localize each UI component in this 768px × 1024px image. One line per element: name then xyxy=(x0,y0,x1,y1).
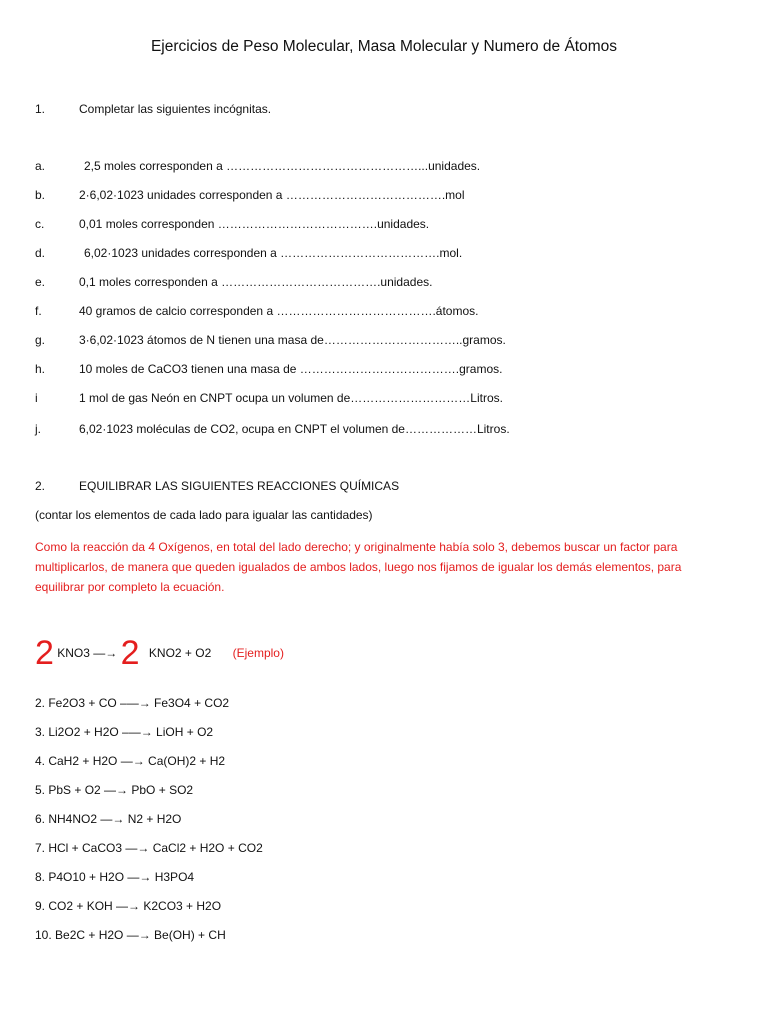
question-label: j. xyxy=(35,422,41,436)
question-text: 1 mol de gas Neón en CNPT ocupa un volumen de…………………………Litros. xyxy=(79,391,503,405)
question-label: f. xyxy=(35,304,42,318)
question-text: 0,01 moles corresponden ………………………………….unidades. xyxy=(79,217,430,231)
question-text: 40 gramos de calcio corresponden a ………………………………….átomos. xyxy=(79,304,479,318)
section2-heading: EQUILIBRAR LAS SIGUIENTES REACCIONES QUÍMICAS xyxy=(79,479,400,493)
equation-item: 3. Li2O2 + H2O –—→ LiOH + O2 xyxy=(35,725,214,739)
question-text: 6,02·1023 unidades corresponden a ………………………………….mol. xyxy=(84,246,463,260)
equation-item: 10. Be2C + H2O —→ Be(OH) + CH xyxy=(35,928,226,942)
equation-item: 2. Fe2O3 + CO –—→ Fe3O4 + CO2 xyxy=(35,696,230,710)
equation-item: 6. NH4NO2 —→ N2 + H2O xyxy=(35,812,182,826)
example-products: KNO2 + O2 xyxy=(148,646,212,660)
question-text: 3·6,02·1023 átomos de N tienen una masa de……………………………..gramos. xyxy=(79,333,506,347)
question-label: c. xyxy=(35,217,45,231)
section2-number: 2. xyxy=(35,479,46,493)
question-label: h. xyxy=(35,362,46,376)
example-tag: (Ejemplo) xyxy=(232,646,284,660)
explanation-note: Como la reacción da 4 Oxígenos, en total del lado derecho; y originalmente había solo 3, debemos buscar un factor para multiplicarlos, de manera que queden igualados de ambos lados, luego nos fijamos de igualar los demás elementos, para equilibrar por completo la ecuación. xyxy=(35,540,682,594)
question-label: g. xyxy=(35,333,46,347)
page-title: Ejercicios de Peso Molecular, Masa Molecular y Numero de Átomos xyxy=(150,38,618,55)
section1-number: 1. xyxy=(35,102,46,116)
question-label: b. xyxy=(35,188,46,202)
question-label: i xyxy=(35,391,38,405)
section1-heading: Completar las siguientes incógnitas. xyxy=(79,102,272,116)
question-label: d. xyxy=(35,246,46,260)
question-text: 6,02·1023 moléculas de CO2, ocupa en CNPT el volumen de………………Litros. xyxy=(79,422,510,436)
question-text: 2,5 moles corresponden a …………………………………………...unidades. xyxy=(84,159,481,173)
equation-item: 4. CaH2 + H2O —→ Ca(OH)2 + H2 xyxy=(35,754,226,768)
equation-item: 5. PbS + O2 —→ PbO + SO2 xyxy=(35,783,194,797)
reaction-arrow-icon: —→ xyxy=(93,646,118,660)
question-label: e. xyxy=(35,275,46,289)
example-coefficient-1: 2 xyxy=(35,634,54,672)
question-text: 2·6,02·1023 unidades corresponden a ………………………………….mol xyxy=(79,188,465,202)
equation-item: 7. HCl + CaCO3 —→ CaCl2 + H2O + CO2 xyxy=(35,841,263,855)
section2-subheading: (contar los elementos de cada lado para igualar las cantidades) xyxy=(35,508,373,522)
equation-item: 9. CO2 + KOH —→ K2CO3 + H2O xyxy=(35,899,222,913)
example-reactant: KNO3 xyxy=(57,646,90,660)
example-equation xyxy=(35,636,284,676)
equation-item: 8. P4O10 + H2O —→ H3PO4 xyxy=(35,870,195,884)
question-text: 10 moles de CaCO3 tienen una masa de ………………………………….gramos. xyxy=(79,362,503,376)
question-text: 0,1 moles corresponden a ………………………………….unidades. xyxy=(79,275,433,289)
question-label: a. xyxy=(35,159,46,173)
example-coefficient-2: 2 xyxy=(120,634,140,672)
